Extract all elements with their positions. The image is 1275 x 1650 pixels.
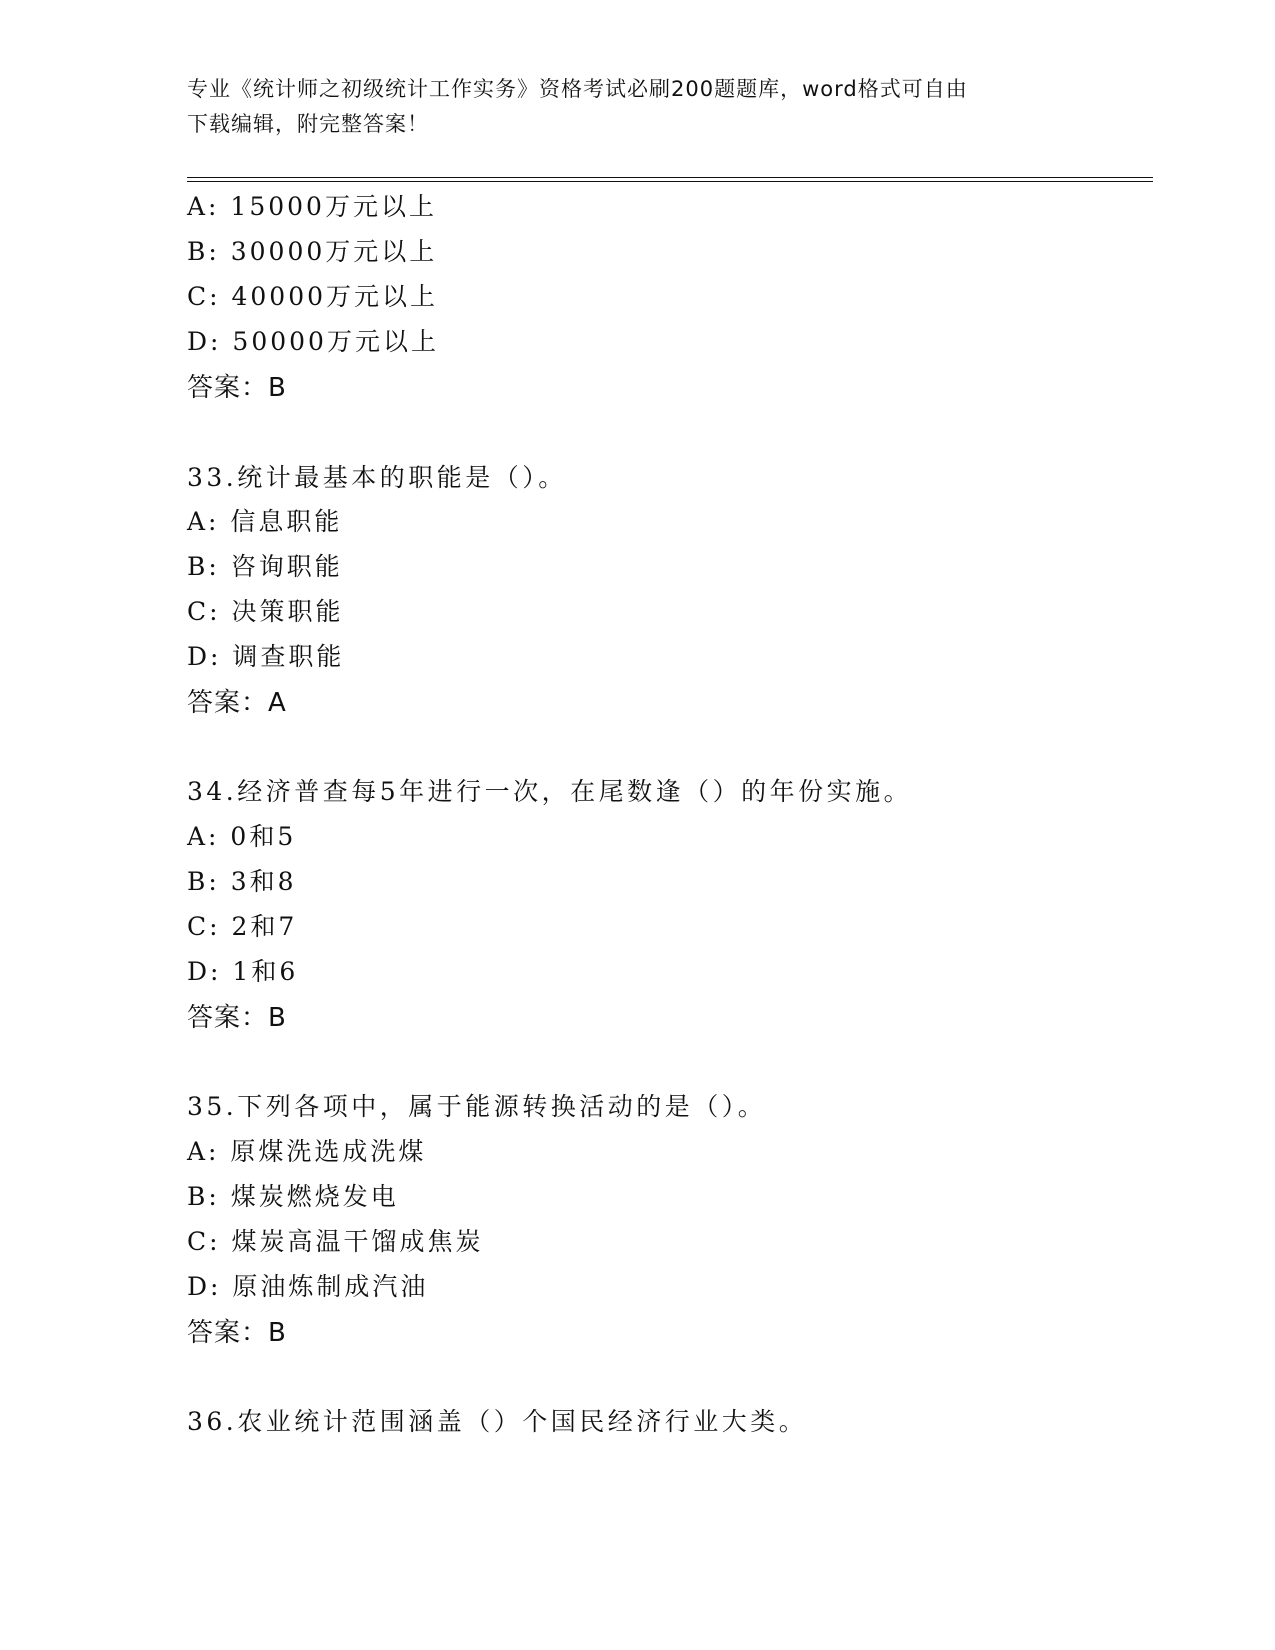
question-text: 35.下列各项中，属于能源转换活动的是（）。 — [187, 1092, 767, 1121]
question-text: 36.农业统计范围涵盖（）个国民经济行业大类。 — [187, 1407, 808, 1436]
header-divider — [187, 177, 1153, 182]
option-line: C: 决策职能 — [187, 597, 344, 626]
option-line: D: 1和6 — [187, 957, 299, 986]
answer-line: 答案：A — [187, 688, 287, 718]
option-line: A: 原煤洗选成洗煤 — [187, 1137, 427, 1166]
option-line: C: 煤炭高温干馏成焦炭 — [187, 1227, 484, 1256]
answer-line: 答案：B — [187, 1318, 287, 1348]
option-line: C: 40000万元以上 — [187, 282, 439, 311]
option-line: A: 0和5 — [187, 822, 297, 851]
option-line: B: 3和8 — [187, 867, 297, 896]
option-line: A: 15000万元以上 — [187, 192, 437, 221]
option-line: C: 2和7 — [187, 912, 298, 941]
option-line: B: 30000万元以上 — [187, 237, 438, 266]
answer-line: 答案：B — [187, 1003, 287, 1033]
question-text: 33.统计最基本的职能是（）。 — [187, 463, 567, 492]
answer-line: 答案：B — [187, 373, 287, 403]
header-line-1: 专业《统计师之初级统计工作实务》资格考试必刷200题题库，word格式可自由 — [187, 77, 968, 101]
option-line: B: 咨询职能 — [187, 552, 343, 581]
question-text: 34.经济普查每5年进行一次，在尾数逢（）的年份实施。 — [187, 777, 913, 806]
option-line: B: 煤炭燃烧发电 — [187, 1182, 399, 1211]
option-line: A: 信息职能 — [187, 507, 343, 536]
option-line: D: 调查职能 — [187, 642, 345, 671]
header-line-2: 下载编辑，附完整答案！ — [187, 112, 429, 136]
option-line: D: 原油炼制成汽油 — [187, 1272, 429, 1301]
document-header — [187, 72, 1067, 142]
option-line: D: 50000万元以上 — [187, 327, 439, 356]
